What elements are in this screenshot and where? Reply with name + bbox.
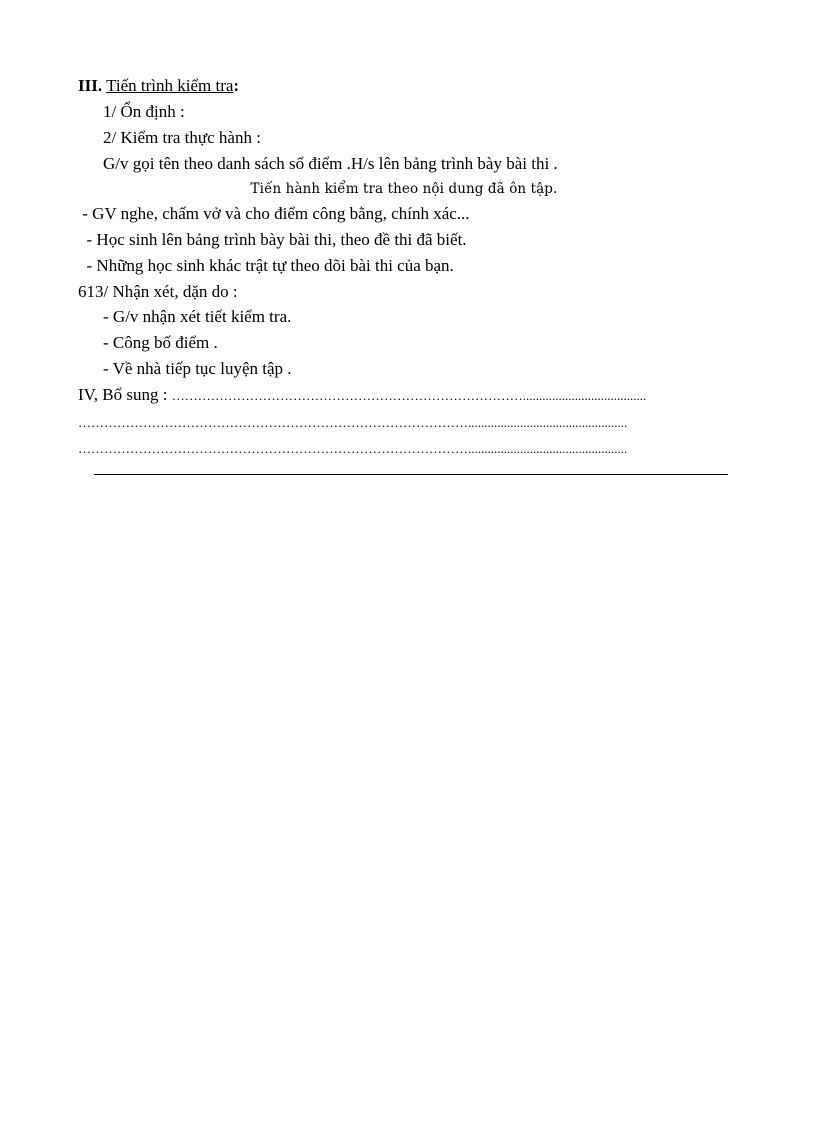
- section-colon: :: [233, 76, 240, 95]
- supplement-dots-line-2: ……………………………………………………………………………….................................................: [78, 415, 628, 430]
- bullet-students: - Học sinh lên bảng trình bày bài thi, theo đề thi đã biết.: [78, 230, 467, 249]
- step-3-item-3: - Về nhà tiếp tục luyện tập .: [103, 359, 292, 378]
- supplement-label: IV, Bổ sung :: [78, 385, 172, 404]
- step-2-detail: G/v gọi tên theo danh sách sổ điểm .H/s lên bảng trình bày bài thi .: [103, 154, 558, 173]
- bullet-others: - Những học sinh khác trật tự theo dõi bài thi của bạn.: [78, 256, 454, 275]
- step-3-item-1: - G/v nhận xét tiết kiểm tra.: [103, 307, 292, 326]
- step-3-item-2: - Công bố điểm .: [103, 333, 218, 352]
- subtitle-note: Tiến hành kiểm tra theo nội dung đã ôn tập.: [250, 181, 558, 197]
- closing-rule: [94, 474, 728, 475]
- supplement-dots-line-3: ……………………………………………………………………………….................................................: [78, 441, 628, 456]
- step-1: 1/ Ổn định :: [103, 102, 185, 121]
- section-number: III.: [78, 76, 103, 95]
- supplement-dots: ………………………………………………………………………......................................: [171, 388, 647, 403]
- step-2: 2/ Kiểm tra thực hành :: [103, 128, 261, 147]
- section-title: Tiến trình kiểm tra: [106, 76, 234, 95]
- section-heading: [78, 75, 239, 97]
- step-3-label: 613/ Nhận xét, dặn do :: [78, 282, 238, 301]
- supplement-row: [78, 384, 730, 407]
- bullet-teacher: - GV nghe, chấm vở và cho điểm công bằng, chính xác...: [78, 204, 470, 223]
- closing-rule-text: [94, 456, 728, 474]
